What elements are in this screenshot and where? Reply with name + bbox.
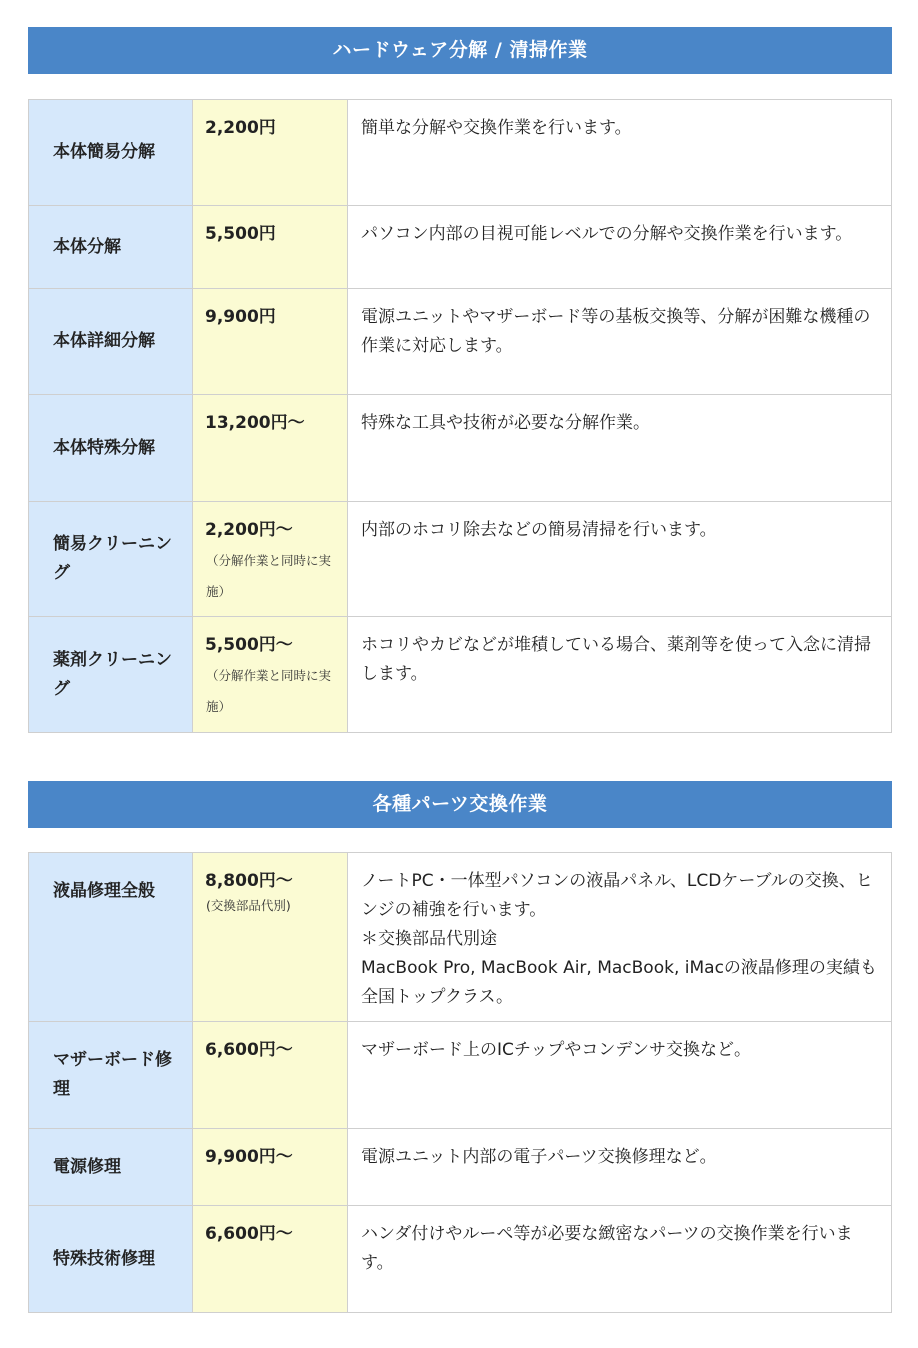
description-cell bbox=[348, 853, 892, 1022]
description: 電源ユニットやマザーボード等の基板交換等、分解が困難な機種の作業に対応します。 bbox=[361, 307, 871, 356]
description: ノートPC・一体型パソコンの液晶パネル、LCDケーブルの交換、ヒンジの補強を行います。 bbox=[361, 871, 873, 920]
description-cell bbox=[348, 1129, 892, 1206]
service-name: 薬剤クリーニング bbox=[29, 617, 193, 733]
service-name: 簡易クリーニング bbox=[29, 502, 193, 617]
description-note: ＊交換部品代別途 bbox=[361, 929, 497, 949]
table-row bbox=[29, 289, 892, 395]
table-row bbox=[29, 1129, 892, 1206]
description: 内部のホコリ除去などの簡易清掃を行います。 bbox=[361, 520, 717, 540]
price: 6,600円〜 bbox=[205, 1040, 293, 1060]
price: 5,500円 bbox=[205, 224, 276, 244]
description: ハンダ付けやルーペ等が必要な緻密なパーツの交換作業を行います。 bbox=[361, 1224, 853, 1273]
price-note: （分解作業と同時に実施） bbox=[206, 553, 332, 599]
table-row bbox=[29, 100, 892, 206]
table-row bbox=[29, 502, 892, 617]
price-cell bbox=[193, 617, 348, 733]
price-cell bbox=[193, 1206, 348, 1313]
service-name: 液晶修理全般 bbox=[29, 853, 193, 1022]
price: 6,600円〜 bbox=[205, 1224, 293, 1244]
table-row bbox=[29, 617, 892, 733]
description: パソコン内部の目視可能レベルでの分解や交換作業を行います。 bbox=[361, 224, 853, 244]
description-cell bbox=[348, 1206, 892, 1313]
table-row bbox=[29, 1206, 892, 1313]
table-row bbox=[29, 206, 892, 289]
service-name: 本体特殊分解 bbox=[29, 395, 193, 502]
description-cell bbox=[348, 617, 892, 733]
service-name: 本体簡易分解 bbox=[29, 100, 193, 206]
price: 5,500円〜 bbox=[205, 635, 293, 655]
price-note: (交換部品代別) bbox=[206, 898, 291, 913]
price: 2,200円〜 bbox=[205, 520, 293, 540]
table-row bbox=[29, 395, 892, 502]
price-cell bbox=[193, 1129, 348, 1206]
service-name: 特殊技術修理 bbox=[29, 1206, 193, 1313]
description: 簡単な分解や交換作業を行います。 bbox=[361, 118, 632, 138]
price-cell bbox=[193, 206, 348, 289]
section-title: ハードウェア分解 / 清掃作業 bbox=[28, 27, 892, 74]
price: 9,900円〜 bbox=[205, 1147, 293, 1167]
price-table bbox=[28, 852, 892, 1313]
description-cell bbox=[348, 206, 892, 289]
section-title: 各種パーツ交換作業 bbox=[28, 781, 892, 828]
description-cell bbox=[348, 502, 892, 617]
description: MacBook Pro, MacBook Air, MacBook, iMacの液晶修理の実績も全国トップクラス。 bbox=[361, 958, 877, 1007]
description: マザーボード上のICチップやコンデンサ交換など。 bbox=[361, 1040, 752, 1060]
table-row bbox=[29, 853, 892, 1022]
description: 特殊な工具や技術が必要な分解作業。 bbox=[361, 413, 650, 433]
price-cell bbox=[193, 853, 348, 1022]
description-cell bbox=[348, 395, 892, 502]
description: ホコリやカビなどが堆積している場合、薬剤等を使って入念に清掃します。 bbox=[361, 635, 871, 684]
section-parts-replacement bbox=[28, 781, 892, 1273]
price-note: （分解作業と同時に実施） bbox=[206, 668, 332, 714]
price-cell bbox=[193, 1022, 348, 1129]
price-cell bbox=[193, 289, 348, 395]
section-hardware-disassembly bbox=[28, 27, 892, 714]
price: 8,800円〜 bbox=[205, 871, 293, 891]
service-name: 本体詳細分解 bbox=[29, 289, 193, 395]
table-row bbox=[29, 1022, 892, 1129]
description-cell bbox=[348, 100, 892, 206]
description-cell bbox=[348, 1022, 892, 1129]
description-cell bbox=[348, 289, 892, 395]
price-cell bbox=[193, 100, 348, 206]
price: 9,900円 bbox=[205, 307, 276, 327]
price-cell bbox=[193, 502, 348, 617]
service-name: 電源修理 bbox=[29, 1129, 193, 1206]
service-name: 本体分解 bbox=[29, 206, 193, 289]
price-table bbox=[28, 99, 892, 733]
price: 2,200円 bbox=[205, 118, 276, 138]
price: 13,200円〜 bbox=[205, 413, 305, 433]
service-name: マザーボード修理 bbox=[29, 1022, 193, 1129]
description: 電源ユニット内部の電子パーツ交換修理など。 bbox=[361, 1147, 717, 1167]
price-cell bbox=[193, 395, 348, 502]
